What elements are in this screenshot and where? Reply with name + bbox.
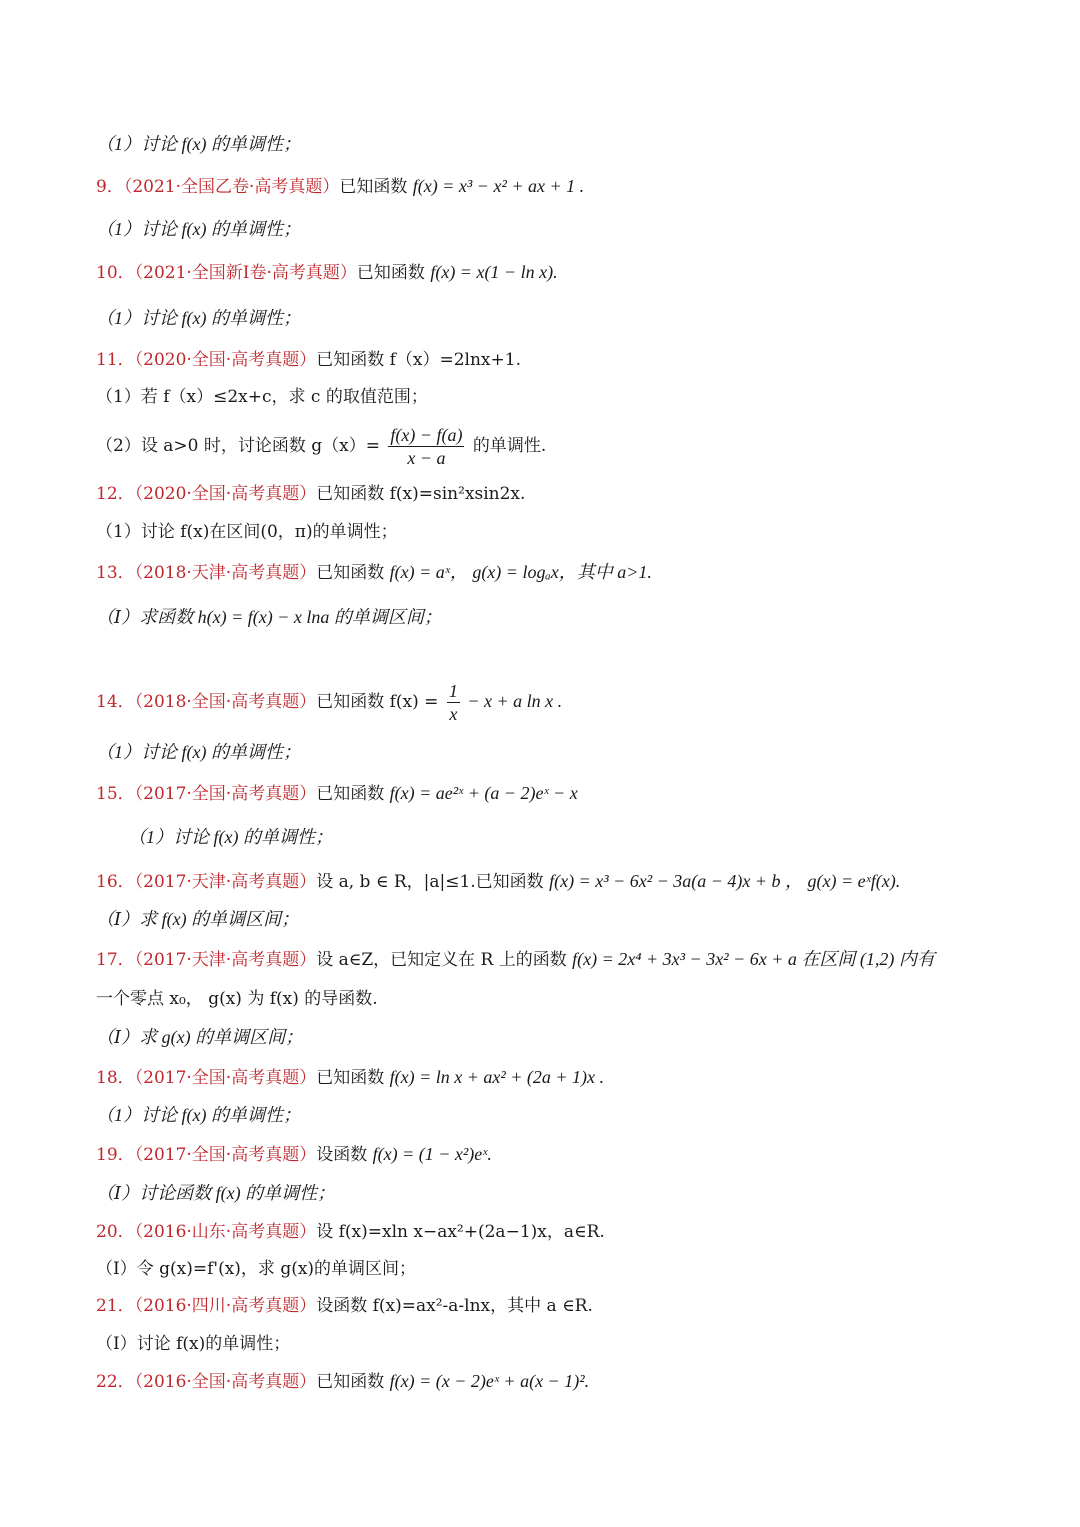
- fraction: [388, 424, 464, 469]
- line-text: 已知函数 f(x) =: [316, 692, 444, 712]
- line-math: （1）讨论 f(x) 的单调性；: [96, 134, 301, 154]
- text-line: [96, 907, 990, 932]
- question-source: 19．（2017·全国·高考真题）: [96, 1145, 317, 1165]
- text-line: [96, 217, 990, 242]
- text-line: [96, 1293, 990, 1318]
- line-math: f(x) = (x − 2)eˣ + a(x − 1)².: [389, 1371, 590, 1391]
- line-text: 设 f(x)=xln x−ax²+(2a−1)x，a∈R.: [316, 1222, 605, 1242]
- question-source: 17．（2017·天津·高考真题）: [96, 950, 317, 970]
- fraction: [447, 680, 460, 725]
- fraction-numerator: f(x) − f(a): [390, 425, 463, 445]
- text-line: [96, 1065, 990, 1090]
- question-source: 11．（2020·全国·高考真题）: [96, 350, 317, 370]
- line-text: 已知函数: [356, 263, 431, 283]
- text-line: [96, 1103, 990, 1128]
- question-source: 18．（2017·全国·高考真题）: [96, 1068, 317, 1088]
- text-line: [96, 1181, 990, 1206]
- text-line: [96, 1142, 990, 1167]
- line-text: 已知函数 f(x)=sin²xsin2x.: [316, 484, 526, 504]
- question-source: 22．（2016·全国·高考真题）: [96, 1372, 317, 1392]
- text-line: [96, 1331, 990, 1356]
- text-line: [96, 1369, 990, 1394]
- text-line: [96, 560, 990, 585]
- line-text: （Ⅰ）讨论 f(x)的单调性；: [96, 1334, 291, 1354]
- text-line: [96, 947, 990, 972]
- line-math: f(x) = (1 − x²)eˣ.: [372, 1144, 492, 1164]
- text-line: [96, 174, 990, 199]
- text-line: [96, 986, 990, 1011]
- line-text: 一个零点 x₀， g(x) 为 f(x) 的导函数.: [96, 989, 378, 1009]
- question-source: 20．（2016·山东·高考真题）: [96, 1222, 317, 1242]
- text-line: [96, 384, 990, 409]
- question-source: 12．（2020·全国·高考真题）: [96, 484, 317, 504]
- line-math: （1）讨论 f(x) 的单调性；: [96, 742, 301, 762]
- line-text: 已知函数: [316, 784, 390, 804]
- line-math: （Ⅰ）求函数 h(x) = f(x) − x lna 的单调区间；: [96, 607, 442, 627]
- text-line: [96, 519, 990, 544]
- text-line: [96, 1025, 990, 1050]
- line-math: f(x) = x(1 − ln x).: [430, 262, 558, 282]
- line-text: 设 a, b ∈ R，|a|≤1.已知函数: [316, 872, 550, 892]
- question-source: 14．（2018·全国·高考真题）: [96, 692, 317, 712]
- line-math: f(x) = x³ − x² + ax + 1 .: [412, 176, 585, 196]
- line-math: − x + a ln x .: [462, 691, 563, 711]
- line-text: 设 a∈Z，已知定义在 R 上的函数: [316, 950, 573, 970]
- text-line: [96, 260, 990, 285]
- line-math: （1）讨论 f(x) 的单调性；: [96, 1105, 301, 1125]
- line-math: （1）讨论 f(x) 的单调性；: [96, 308, 301, 328]
- line-text: 已知函数 f（x）=2lnx+1.: [316, 350, 521, 370]
- question-source: 16．（2017·天津·高考真题）: [96, 872, 317, 892]
- fraction-denominator: x − a: [407, 448, 446, 468]
- line-text: 已知函数: [316, 1372, 390, 1392]
- question-source: 13．（2018·天津·高考真题）: [96, 563, 317, 583]
- line-text: 已知函数: [339, 177, 413, 197]
- text-line: [96, 605, 990, 630]
- question-source: 21．（2016·四川·高考真题）: [96, 1296, 317, 1316]
- line-text: 的单调性.: [467, 436, 547, 456]
- line-math: f(x) = ln x + ax² + (2a + 1)x .: [389, 1067, 605, 1087]
- text-line: [96, 1256, 990, 1281]
- text-line: [96, 132, 990, 157]
- fraction-numerator: 1: [448, 681, 458, 701]
- line-math: （Ⅰ）讨论函数 f(x) 的单调性；: [96, 1183, 336, 1203]
- line-math: （Ⅰ）求 f(x) 的单调区间；: [96, 909, 300, 929]
- line-text: 设函数: [316, 1145, 373, 1165]
- line-text: （1）若 f（x）≤2x+c，求 c 的取值范围；: [96, 387, 428, 407]
- line-math: （1）讨论 f(x) 的单调性；: [96, 219, 301, 239]
- question-source: 9．（2021·全国乙卷·高考真题）: [96, 177, 340, 197]
- line-math: f(x) = ae²ˣ + (a − 2)eˣ − x: [389, 783, 578, 803]
- line-text: （1）讨论 f(x)在区间(0，π)的单调性；: [96, 522, 398, 542]
- text-line: [96, 869, 990, 894]
- line-text: 已知函数: [316, 563, 390, 583]
- line-math: f(x) = 2x⁴ + 3x³ − 3x² − 6x + a 在区间 (1,2) 内有: [572, 949, 935, 969]
- question-source: 15．（2017·全国·高考真题）: [96, 784, 317, 804]
- line-text: 已知函数: [316, 1068, 390, 1088]
- line-math: （1）讨论 f(x) 的单调性；: [128, 827, 333, 847]
- text-line: [96, 740, 990, 765]
- line-math: （Ⅰ）求 g(x) 的单调区间；: [96, 1027, 304, 1047]
- text-line: [96, 781, 990, 806]
- line-text: （Ⅰ）令 g(x)=f'(x)，求 g(x)的单调区间；: [96, 1259, 417, 1279]
- text-line: [128, 825, 990, 850]
- question-11-part-2: [96, 424, 990, 469]
- line-math: f(x) = x³ − 6x² − 3a(a − 4)x + b ， g(x) = eˣf(x).: [549, 871, 901, 891]
- line-text: （2）设 a>0 时，讨论函数 g（x）=: [96, 436, 386, 456]
- line-math: f(x) = aˣ， g(x) = logₐx，其中 a>1.: [389, 562, 652, 582]
- text-line: [96, 1219, 990, 1244]
- text-line: [96, 347, 990, 372]
- question-14: [96, 680, 990, 725]
- fraction-denominator: x: [449, 704, 458, 724]
- line-text: 设函数 f(x)=ax²-a-lnx，其中 a ∈R.: [316, 1296, 593, 1316]
- text-line: [96, 481, 990, 506]
- text-line: [96, 306, 990, 331]
- question-source: 10．（2021·全国新Ⅰ卷·高考真题）: [96, 263, 357, 283]
